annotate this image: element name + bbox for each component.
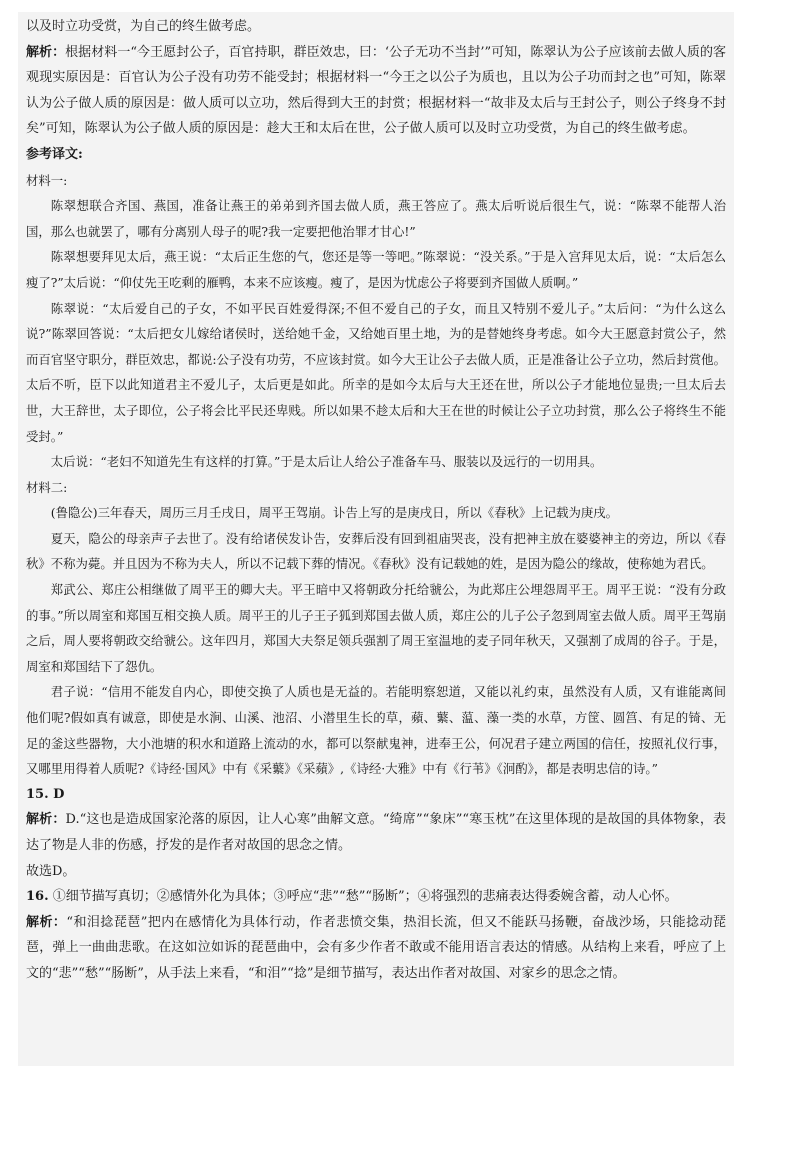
material-two-label: 材料二: xyxy=(26,479,68,495)
question-16-number: 16. xyxy=(26,889,49,905)
question-15-analysis-label: 解析： xyxy=(26,812,66,828)
question-15-answer: 故选D。 xyxy=(26,863,76,879)
question-15-analysis xyxy=(26,807,726,858)
analysis-ending: 以及时立功受赏，为自己的终生做考虑。 xyxy=(26,19,261,34)
question-15-analysis-text: D.“这也是造成国家沦落的原因，让人心寒”曲解文意。“绮席”“象床”“寒玉枕”在这里体现的是故国的具体物象，表达了物是人非的伤感，抒发的是作者对故国的思念之情。 xyxy=(26,812,726,853)
material-two-paragraph-1: (鲁隐公)三年春天，周历三月壬戌日，周平王驾崩。讣告上写的是庚戌日，所以《春秋》上记载为庚戌。 xyxy=(50,505,619,521)
material-one-paragraph-3: 陈翠说：“太后爱自己的子女，不如平民百姓爱得深;不但不爱自己的子女，而且又特别不爱儿子。”太后问：“为什么这么说?”陈翠回答说：“太后把女儿嫁给诸侯时，送给她千金，又给她百里土地，为的是替她终身考虑。如今大王愿意封赏公子，然而百官坚守职分，群臣效忠，都说:公子没有功劳，不应该封赏。如今大王让公子去做人质，正是准备让公子立功，然后封赏他。太后不听，臣下以此知道君主不爱儿子，太后更是如此。所幸的是如今太后与大王还在世，所以公子才能地位显贵;一旦太后去世，大王辞世，太子即位，公子将会比平民还卑贱。所以如果不趁太后和大王在世的时候让公子立功封赏，那么公子将终生不能受封。” xyxy=(26,300,726,444)
question-16-analysis-label: 解析： xyxy=(26,914,67,930)
question-16-analysis-text: “和泪捻琵琶”把内在感情化为具体行动，作者悲愤交集，热泪长流，但又不能跃马扬鞭，奋战沙场，只能捻动琵琶，弹上一曲曲悲歌。在这如泣如诉的琵琶曲中，会有多少作者不敢或不能用语言表达的情感。从结构上来看，呼应了上文的“悲”“愁”“肠断”，从手法上来看，“和泪”“捻”是细节描写，表达出作者对故国、对家乡的思念之情。 xyxy=(26,914,726,981)
question-16-line xyxy=(26,884,726,910)
material-one-paragraph-2: 陈翠想要拜见太后，燕王说：“太后正生您的气，您还是等一等吧。”陈翠说：“没关系。”于是入宫拜见太后，说：“太后怎么瘦了?”太后说：“仰仗先王吃剩的雁鸭，本来不应该瘦。瘦了，是因为忧虑公子将要到齐国做人质啊。” xyxy=(26,249,726,290)
analysis-text: 根据材料一“今王愿封公子，百官持职，群臣效忠，曰：‘公子无功不当封’”可知，陈翠认为公子应该前去做人质的客观现实原因是：百官认为公子没有功劳不能受封；根据材料一“今王之以公子为质也，且以为公子功而封之也”可知，陈翠认为公子做人质的原因是：做人质可以立功，然后得到大王的封赏；根据材料一“故非及太后与王封公子，则公子终身不封矣”可知，陈翠认为公子做人质的原因是：趁大王和太后在世，公子做人质可以及时立功受赏，为自己的终生做考虑。 xyxy=(26,44,726,137)
question-16-answer: ①细节描写真切；②感情外化为具体；③呼应“悲”“愁”“肠断”；④将强烈的悲痛表达得委婉含蓄，动人心怀。 xyxy=(52,889,678,905)
material-two-paragraph-2: 夏天，隐公的母亲声子去世了。没有给诸侯发讣告，安葬后没有回到祖庙哭丧，没有把神主放在婆婆神主的旁边，所以《春秋》不称为薨。并且因为不称为夫人，所以不记载下葬的情况。《春秋》没有记载她的姓，是因为隐公的缘故，使称她为君氏。 xyxy=(26,530,726,572)
analysis-paragraph xyxy=(26,40,726,142)
material-one-label: 材料一: xyxy=(26,172,68,188)
material-one-paragraph-4: 太后说：“老妇不知道先生有这样的打算。”于是太后让人给公子准备车马、服装以及远行的一切用具。 xyxy=(50,454,603,470)
reference-translation-label: 参考译文: xyxy=(26,146,83,162)
document-page xyxy=(18,12,734,1066)
document-content xyxy=(26,14,726,987)
question-16-analysis xyxy=(26,910,726,987)
material-two-paragraph-3: 郑武公、郑庄公相继做了周平王的卿大夫。平王暗中又将朝政分托给虢公，为此郑庄公埋怨周平王。周平王说：“没有分政的事。”所以周室和郑国互相交换人质。周平王的儿子王子狐到郑国去做人质，郑庄公的儿子公子忽到周室去做人质。周平王驾崩之后，周人要将朝政交给虢公。这年四月，郑国大夫祭足领兵强割了周王室温地的麦子同年秋天，又强割了成周的谷子。于是，周室和郑国结下了怨仇。 xyxy=(26,582,726,674)
question-15-number: 15. D xyxy=(26,786,65,802)
analysis-label: 解析： xyxy=(26,44,66,60)
material-two-paragraph-4: 君子说：“信用不能发自内心，即使交换了人质也是无益的。若能明察恕道，又能以礼约束，虽然没有人质，又有谁能离间他们呢?假如真有诚意，即使是水涧、山溪、池沼、小潜里生长的草，蘋、蘩、蕰、藻一类的水草，方筐、圆筥、有足的锜、无足的釜这些器物，大小池塘的积水和道路上流动的水，都可以祭献鬼神，进奉王公，何况君子建立两国的信任，按照礼仪行事，又哪里用得着人质呢?《诗经·国风》中有《采蘩》《采蘋》,《诗经·大雅》中有《行苇》《泂酌》，都是表明忠信的诗。” xyxy=(26,684,726,777)
material-one-paragraph-1: 陈翠想联合齐国、燕国，准备让燕王的弟弟到齐国去做人质，燕王答应了。燕太后听说后很生气，说：“陈翠不能帮人治国，那么也就罢了，哪有分离别人母子的呢?我一定要把他治罪才甘心!” xyxy=(26,198,726,239)
